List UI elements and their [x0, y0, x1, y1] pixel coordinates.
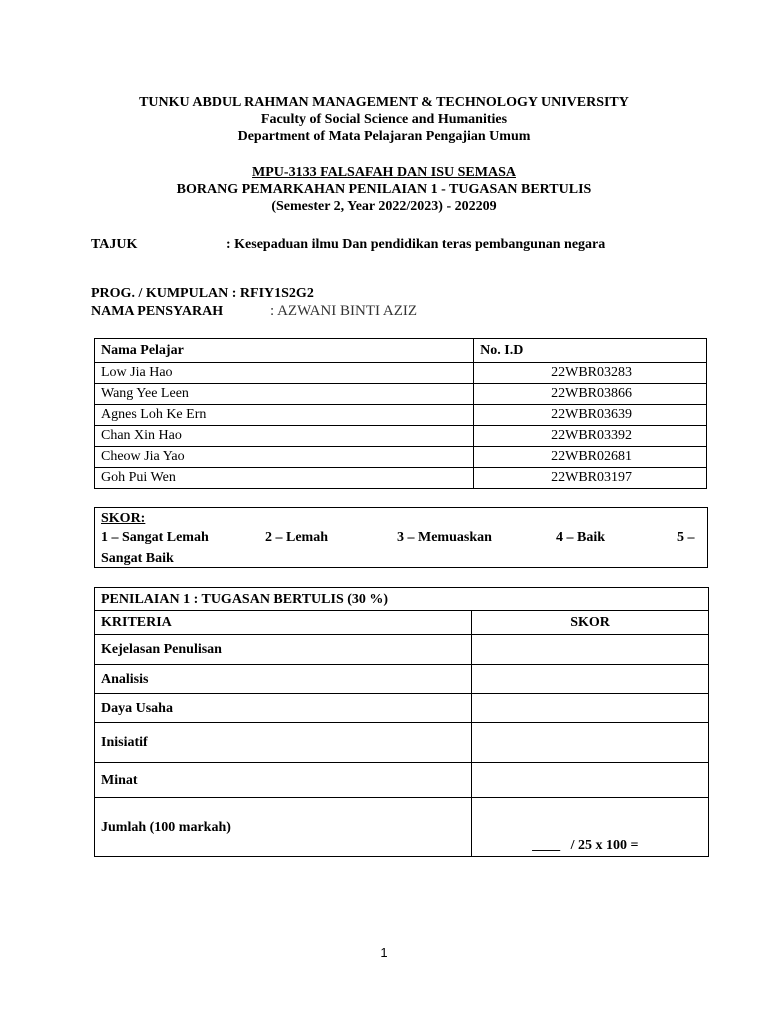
- table-row: [95, 447, 707, 468]
- header-no-id: No. I.D: [474, 339, 707, 363]
- criteria-row: [95, 723, 709, 763]
- table-row: [95, 384, 707, 405]
- page-number: 1: [380, 945, 388, 960]
- skor-5-label: Sangat Baik: [101, 551, 174, 566]
- skor-2: 2 – Lemah: [265, 530, 328, 545]
- criteria-label: Kejelasan Penulisan: [95, 635, 472, 665]
- header-nama-pelajar: Nama Pelajar: [95, 339, 474, 363]
- student-id: 22WBR03197: [474, 468, 707, 489]
- department-name: Department of Mata Pelajaran Pengajian Umum: [237, 129, 531, 144]
- skor-3: 3 – Memuaskan: [397, 530, 492, 545]
- score-cell[interactable]: [472, 665, 709, 694]
- university-name: TUNKU ABDUL RAHMAN MANAGEMENT & TECHNOLOGY UNIVERSITY: [139, 95, 629, 110]
- student-id: 22WBR03283: [474, 363, 707, 384]
- course-title: MPU-3133 FALSAFAH DAN ISU SEMASA: [252, 165, 516, 180]
- total-row: [95, 798, 709, 857]
- prog-kumpulan: PROG. / KUMPULAN : RFIY1S2G2: [91, 286, 314, 301]
- student-id: 22WBR03639: [474, 405, 707, 426]
- criteria-label: Analisis: [95, 665, 472, 694]
- header-skor: SKOR: [472, 611, 709, 635]
- score-cell[interactable]: [472, 723, 709, 763]
- criteria-label: Minat: [95, 763, 472, 798]
- tajuk-value: : Kesepaduan ilmu Dan pendidikan teras pembangunan negara: [226, 237, 606, 252]
- pensyarah-label: NAMA PENSYARAH: [91, 304, 224, 319]
- form-title: BORANG PEMARKAHAN PENILAIAN 1 - TUGASAN BERTULIS: [176, 182, 592, 197]
- skor-5: 5 –: [677, 530, 695, 545]
- assessment-table: [94, 587, 709, 857]
- header-kriteria: KRITERIA: [95, 611, 472, 635]
- table-row: [95, 468, 707, 489]
- criteria-label: Daya Usaha: [95, 694, 472, 723]
- student-name: Wang Yee Leen: [95, 384, 474, 405]
- student-name: Low Jia Hao: [95, 363, 474, 384]
- faculty-name: Faculty of Social Science and Humanities: [260, 112, 508, 127]
- skor-legend-box: [94, 507, 708, 568]
- criteria-row: [95, 763, 709, 798]
- criteria-row: [95, 665, 709, 694]
- pensyarah-value: : AZWANI BINTI AZIZ: [270, 303, 418, 319]
- table-row: [95, 426, 707, 447]
- score-cell[interactable]: [472, 635, 709, 665]
- student-name: Cheow Jia Yao: [95, 447, 474, 468]
- criteria-row: [95, 635, 709, 665]
- score-cell[interactable]: [472, 694, 709, 723]
- table-header-row: [95, 339, 707, 363]
- table-row: [95, 363, 707, 384]
- assessment-title: PENILAIAN 1 : TUGASAN BERTULIS (30 %): [95, 588, 709, 611]
- student-name: Goh Pui Wen: [95, 468, 474, 489]
- total-formula[interactable]: ____ / 25 x 100 =: [472, 798, 709, 857]
- student-name: Agnes Loh Ke Ern: [95, 405, 474, 426]
- student-id: 22WBR02681: [474, 447, 707, 468]
- semester-info: (Semester 2, Year 2022/2023) - 202209: [271, 199, 497, 214]
- criteria-row: [95, 694, 709, 723]
- skor-1: 1 – Sangat Lemah: [101, 530, 209, 545]
- tajuk-label: TAJUK: [91, 237, 138, 252]
- criteria-label: Inisiatif: [95, 723, 472, 763]
- student-name: Chan Xin Hao: [95, 426, 474, 447]
- student-id: 22WBR03392: [474, 426, 707, 447]
- student-table: [94, 338, 707, 489]
- total-label: Jumlah (100 markah): [95, 798, 472, 857]
- skor-title: SKOR:: [101, 511, 146, 526]
- table-row: [95, 405, 707, 426]
- score-cell[interactable]: [472, 763, 709, 798]
- skor-4: 4 – Baik: [556, 530, 606, 545]
- student-id: 22WBR03866: [474, 384, 707, 405]
